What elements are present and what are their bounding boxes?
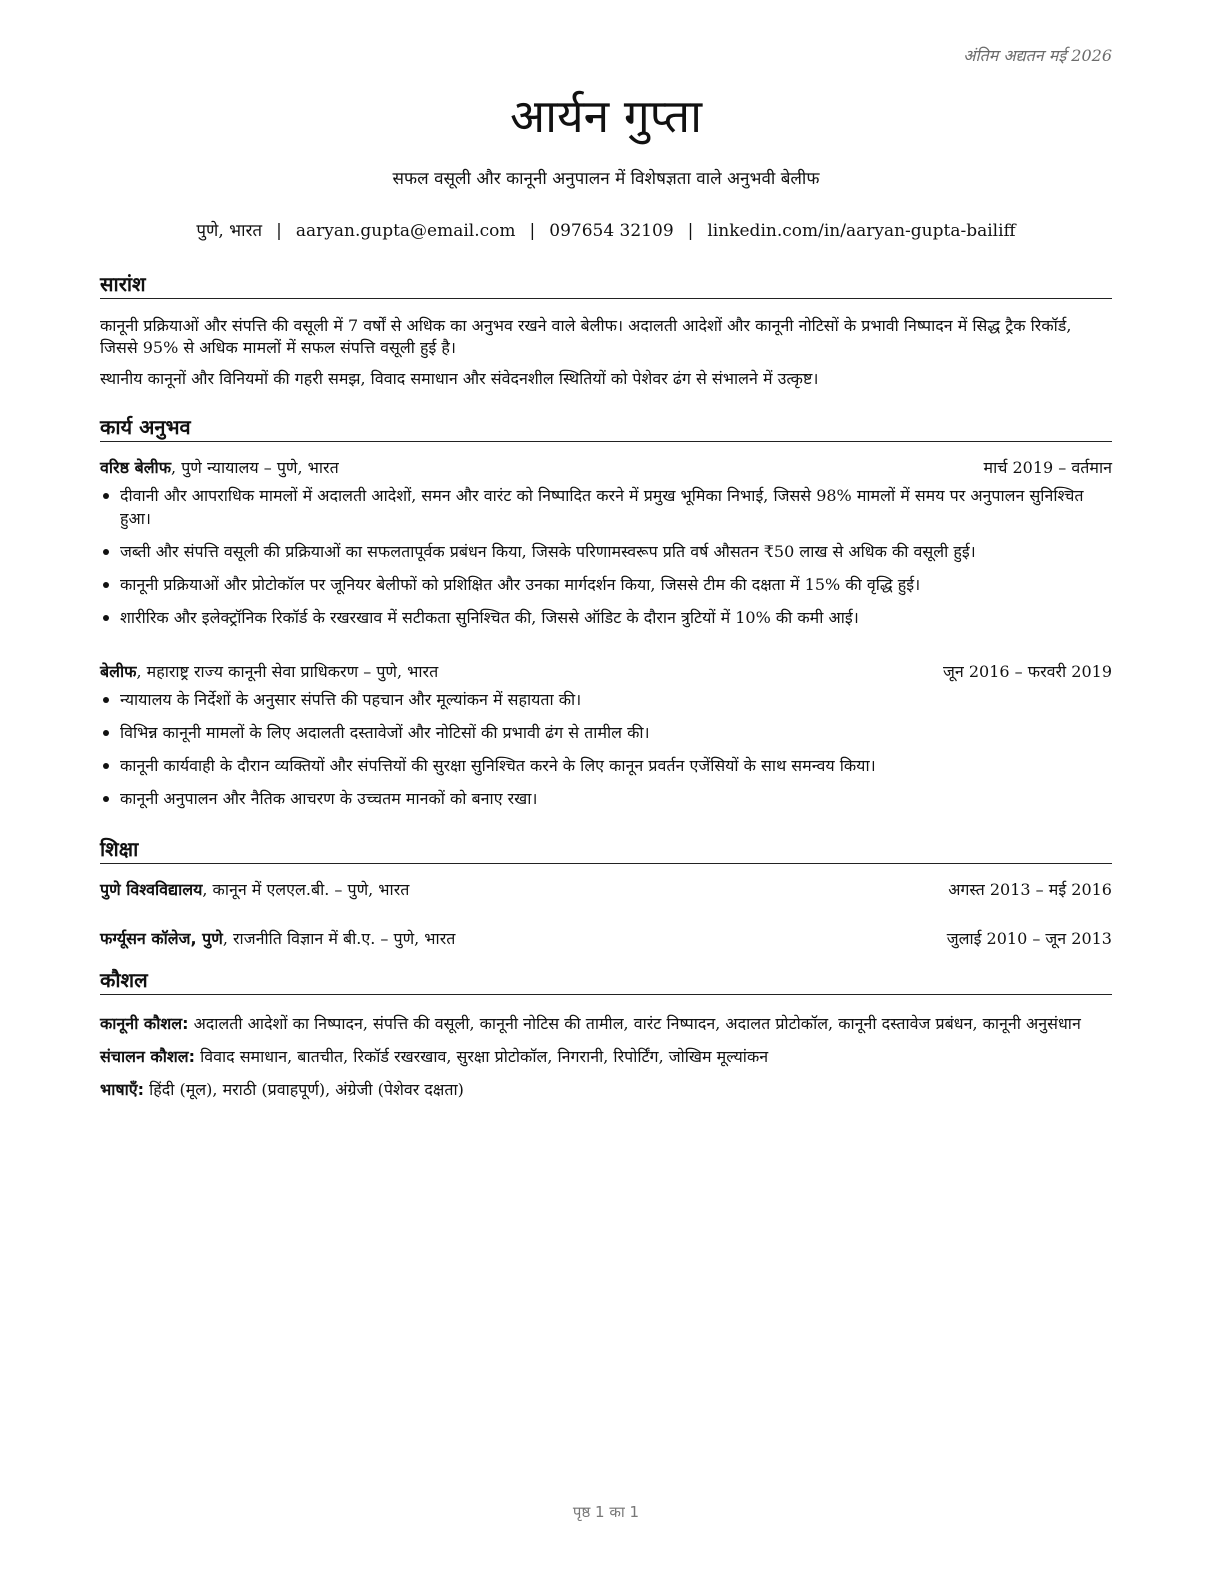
job-dates: जून 2016 – फरवरी 2019 [943, 662, 1112, 681]
skill-value: विवाद समाधान, बातचीत, रिकॉर्ड रखरखाव, सुरक्षा प्रोटोकॉल, निगरानी, रिपोर्टिंग, जोखिम मूल्यांकन [200, 1047, 769, 1066]
job-bullet: न्यायालय के निर्देशों के अनुसार संपत्ति की पहचान और मूल्यांकन में सहायता की। [100, 688, 1112, 711]
school-name: फर्ग्यूसन कॉलेज, पुणे [100, 929, 223, 948]
job-title: वरिष्ठ बेलीफ [100, 458, 172, 477]
job-bullet: कानूनी प्रक्रियाओं और प्रोटोकॉल पर जूनियर बेलीफों को प्रशिक्षित और उनका मार्गदर्शन किया, जिससे टीम की दक्षता में 15% की वृद्धि हुई। [100, 573, 1112, 596]
contact-separator: | [529, 221, 536, 241]
job-bullet: दीवानी और आपराधिक मामलों में अदालती आदेशों, समन और वारंट को निष्पादित करने में प्रमुख भूमिका निभाई, जिससे 98% मामलों में समय पर अनुपालन सुनिश्चित हुआ। [100, 484, 1112, 530]
contact-separator: | [276, 221, 282, 241]
last-updated: अंतिम अद्यतन मई 2026 [963, 46, 1112, 65]
job-bullet: विभिन्न कानूनी मामलों के लिए अदालती दस्तावेजों और नोटिसों की प्रभावी ढंग से तामील की। [100, 721, 1112, 744]
candidate-name: आर्यन गुप्ता [509, 89, 703, 143]
skill-value: अदालती आदेशों का निष्पादन, संपत्ति की वसूली, कानूनी नोटिस की तामील, वारंट निष्पादन, अदालत प्रोटोकॉल, कानूनी दस्तावेज प्रबंधन, कानूनी अनुसंधान [193, 1014, 1081, 1033]
education-heading: शिक्षा [100, 835, 1112, 864]
contact-line [100, 219, 1112, 243]
summary-section [100, 315, 1112, 399]
skill-row [100, 1012, 1112, 1035]
degree-detail: , राजनीति विज्ञान में बी.ए. – पुणे, भारत [222, 929, 456, 948]
page-number: पृष्ठ 1 का 1 [572, 1503, 640, 1521]
job-bullet: कानूनी अनुपालन और नैतिक आचरण के उच्चतम मानकों को बनाए रखा। [100, 787, 1112, 810]
education-header [100, 927, 1112, 951]
skill-label: कानूनी कौशल: [100, 1014, 189, 1033]
skills-section [100, 1012, 1112, 1111]
job-bullets [100, 688, 1112, 810]
job-bullets [100, 484, 1112, 629]
job-dates: मार्च 2019 – वर्तमान [983, 458, 1112, 477]
tagline: सफल वसूली और कानूनी अनुपालन में विशेषज्ञता वाले अनुभवी बेलीफ [392, 169, 820, 189]
education-dates: अगस्त 2013 – मई 2016 [948, 880, 1112, 899]
contact-separator: | [687, 221, 694, 241]
experience-heading: कार्य अनुभव [100, 413, 1112, 442]
summary-paragraph: कानूनी प्रक्रियाओं और संपत्ति की वसूली में 7 वर्षों से अधिक का अनुभव रखने वाले बेलीफ। अदालती आदेशों और कानूनी नोटिसों के प्रभावी निष्पादन में सिद्ध ट्रैक रिकॉर्ड, जिससे 95% से अधिक मामलों में सफल संपत्ति वसूली हुई है। [100, 316, 1072, 357]
job-org: , महाराष्ट्र राज्य कानूनी सेवा प्राधिकरण – पुणे, भारत [136, 662, 439, 681]
skills-heading: कौशल [100, 966, 1112, 995]
job-bullet: कानूनी कार्यवाही के दौरान व्यक्तियों और संपत्तियों की सुरक्षा सुनिश्चित करने के लिए कानून प्रवर्तन एजेंसियों के साथ समन्वय किया। [100, 754, 1112, 777]
job-entry [100, 456, 1112, 639]
contact-phone: 097654 32109 [549, 221, 674, 241]
skill-value: हिंदी (मूल), मराठी (प्रवाहपूर्ण), अंग्रेजी (पेशेवर दक्षता) [149, 1080, 464, 1099]
job-entry [100, 660, 1112, 820]
job-header [100, 660, 1112, 684]
skill-row [100, 1078, 1112, 1101]
contact-linkedin[interactable]: linkedin.com/in/aaryan-gupta-bailiff [707, 221, 1016, 241]
education-dates: जुलाई 2010 – जून 2013 [946, 929, 1112, 948]
summary-heading: सारांश [100, 270, 1112, 299]
school-name: पुणे विश्वविद्यालय [100, 880, 203, 899]
job-org: , पुणे न्यायालय – पुणे, भारत [171, 458, 339, 477]
education-entry [100, 878, 1112, 902]
summary-paragraph: स्थानीय कानूनों और विनियमों की गहरी समझ, विवाद समाधान और संवेदनशील स्थितियों को पेशेवर ढंग से संभालने में उत्कृष्ट। [100, 369, 819, 388]
job-title: बेलीफ [100, 662, 137, 681]
job-header [100, 456, 1112, 480]
degree-detail: , कानून में एलएल.बी. – पुणे, भारत [202, 880, 410, 899]
resume-page [100, 0, 1112, 1584]
skill-label: संचालन कौशल: [100, 1047, 195, 1066]
education-header [100, 878, 1112, 902]
skill-row [100, 1045, 1112, 1068]
job-bullet: जब्ती और संपत्ति वसूली की प्रक्रियाओं का सफलतापूर्वक प्रबंधन किया, जिसके परिणामस्वरूप प्रति वर्ष औसतन ₹50 लाख से अधिक की वसूली हुई। [100, 540, 1112, 563]
contact-email[interactable]: aaryan.gupta@email.com [295, 221, 516, 241]
education-entry [100, 927, 1112, 951]
skill-label: भाषाएँ: [100, 1080, 145, 1099]
job-bullet: शारीरिक और इलेक्ट्रॉनिक रिकॉर्ड के रखरखाव में सटीकता सुनिश्चित की, जिससे ऑडिट के दौरान त्रुटियों में 10% की कमी आई। [100, 606, 1112, 629]
contact-location: पुणे, भारत [196, 221, 263, 241]
